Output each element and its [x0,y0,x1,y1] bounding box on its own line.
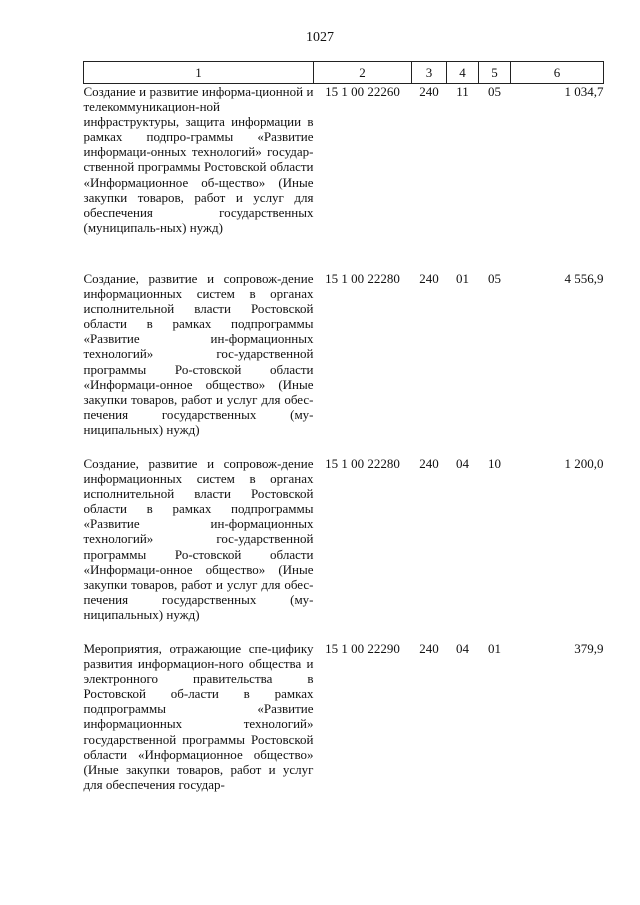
budget-table [83,61,604,821]
row-col3: 240 [419,641,439,656]
row-code: 15 1 00 22290 [325,641,400,656]
row-amount: 379,9 [574,641,604,656]
row-col5: 05 [488,271,501,286]
row-amount: 1 034,7 [564,84,604,99]
table-row [84,641,604,821]
header-col-5: 5 [479,62,511,84]
row-code: 15 1 00 22260 [325,84,400,99]
row-col3: 240 [419,456,439,471]
row-description: Создание, развитие и сопровож-дение информационных систем в органах исполнительной власти Ростовской области в рамках подпрограммы «Развитие ин-формационных технологий» гос-ударственной программы Ро-стовской области «Информаци-онное общество» (Иные закупки товаров, работ и услуг для обес-печения государственных (му-ниципальных) нужд) [83,271,314,437]
row-amount: 4 556,9 [564,271,604,286]
table-row [84,271,604,456]
header-col-2: 2 [314,62,412,84]
row-amount: 1 200,0 [564,456,604,471]
header-col-3: 3 [412,62,447,84]
row-col5: 01 [488,641,501,656]
table-row [84,84,604,272]
row-col4: 04 [456,641,469,656]
row-description: Мероприятия, отражающие спе-цифику развития информацион-ного общества и электронного правительства в Ростовской об-ласти в рамках подпрограммы «Развитие информационных технологий» государственной программы Ростовской области «Информационное общество» (Иные закупки товаров, работ и услуг для обеспечения государ- [83,641,314,792]
row-code: 15 1 00 22280 [325,456,400,471]
row-code: 15 1 00 22280 [325,271,400,286]
table-row [84,456,604,641]
row-col4: 11 [456,84,469,99]
header-col-4: 4 [447,62,479,84]
row-col3: 240 [419,271,439,286]
row-col5: 10 [488,456,501,471]
header-col-6: 6 [511,62,604,84]
row-col3: 240 [419,84,439,99]
row-description: Создание, развитие и сопровож-дение информационных систем в органах исполнительной власти Ростовской области в рамках подпрограммы «Развитие ин-формационных технологий» гос-ударственной программы Ро-стовской области «Информаци-онное общество» (Иные закупки товаров, работ и услуг для обес-печения государственных (му-ниципальных) нужд) [83,456,314,622]
row-col4: 04 [456,456,469,471]
row-col4: 01 [456,271,469,286]
row-description: Создание и развитие информа-ционной и телекоммуникацион-ной инфраструктуры, защита информации в рамках подпро-граммы «Развитие информаци-онных технологий» государ-ственной программы Ростовской области «Информационное об-щество» (Иные закупки товаров, работ и услуг для обеспечения государственных (муниципаль-ных) нужд) [83,84,314,235]
table-header-row [84,62,604,84]
header-col-1: 1 [84,62,314,84]
page-number: 1027 [306,30,334,45]
row-col5: 05 [488,84,501,99]
